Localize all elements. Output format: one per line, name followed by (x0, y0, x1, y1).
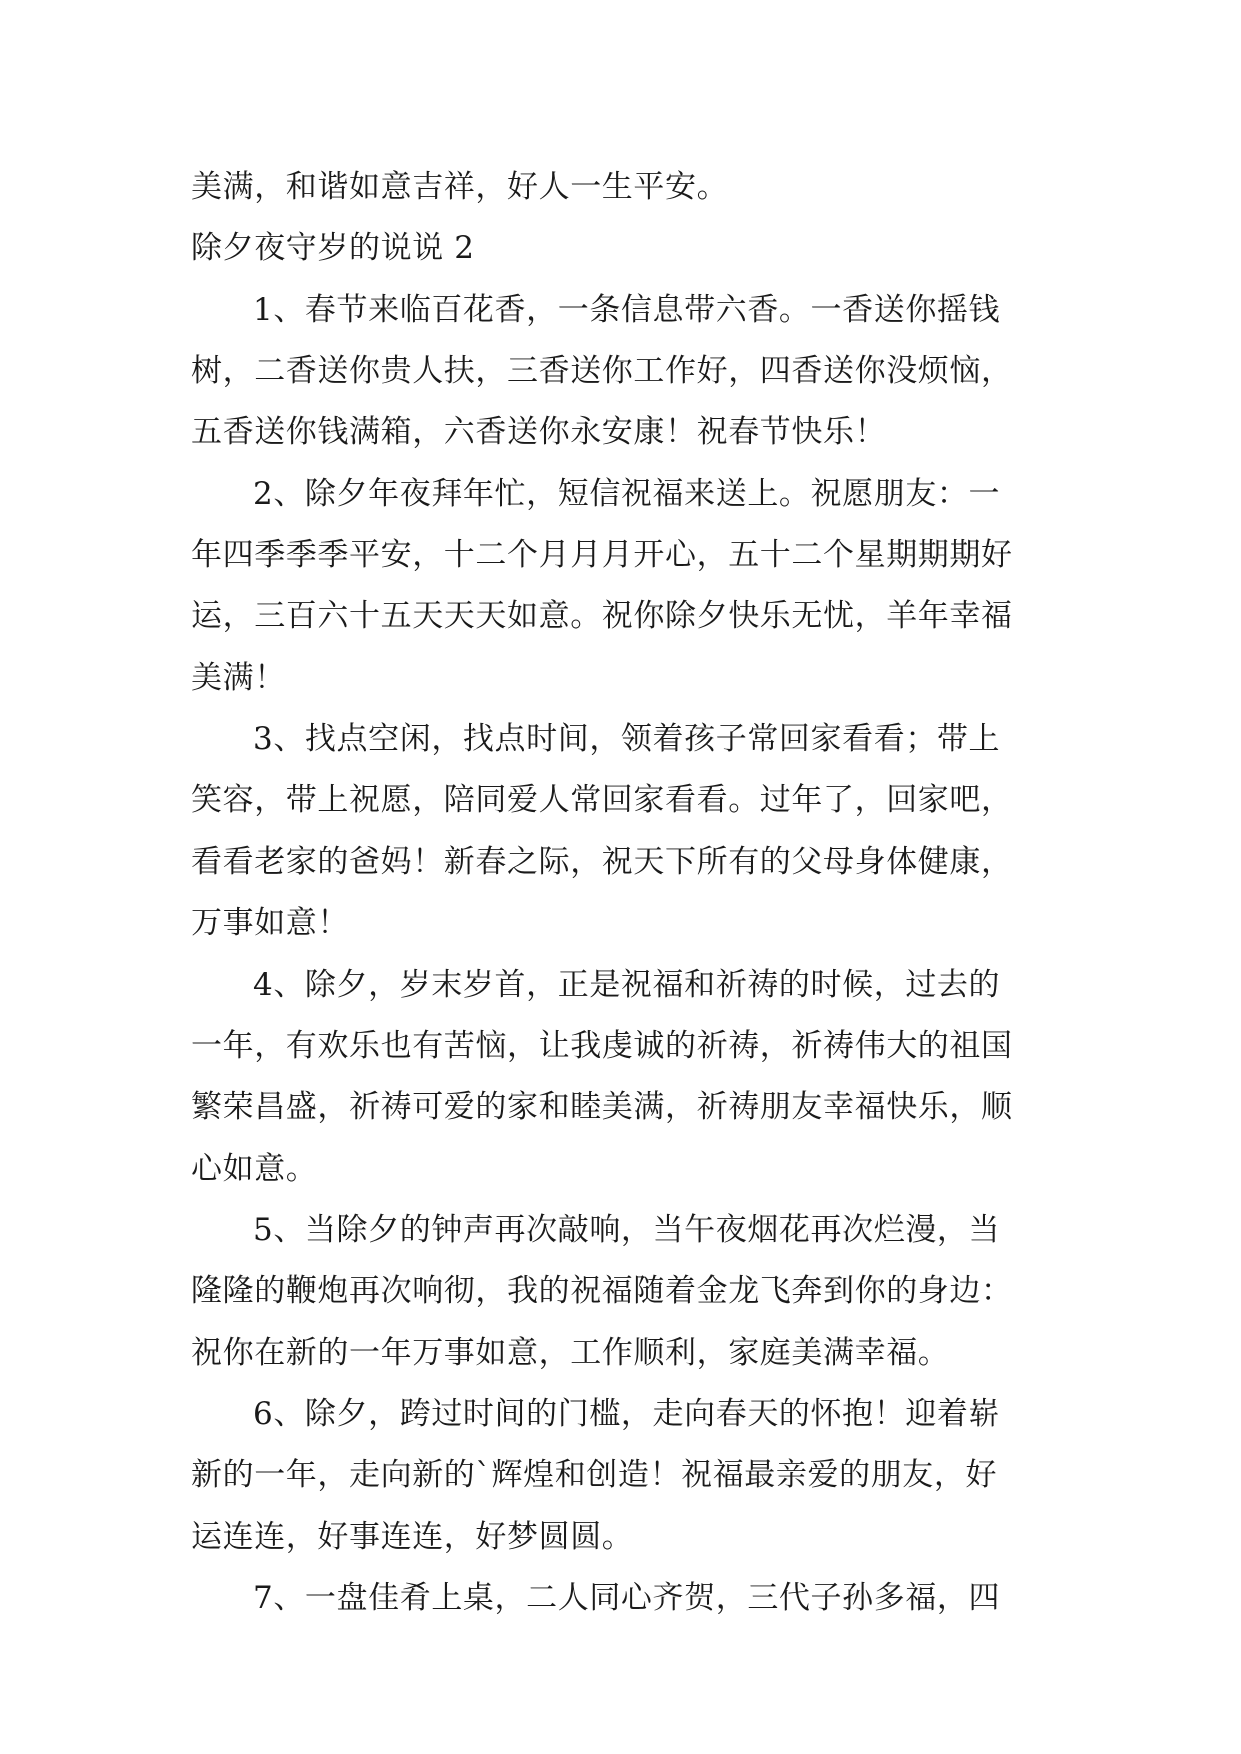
text-line: 运连连，好事连连，好梦圆圆。 (191, 1519, 634, 1555)
text-line: 笑容，带上祝愿，陪同爱人常回家看看。过年了，回家吧， (191, 782, 1013, 818)
text-line: 一年，有欢乐也有苦恼，让我虔诚的祈祷，祈祷伟大的祖国 (191, 1028, 1013, 1064)
text-line: 祝你在新的一年万事如意，工作顺利，家庭美满幸福。 (191, 1335, 950, 1371)
text-line: 繁荣昌盛，祈祷可爱的家和睦美满，祈祷朋友幸福快乐，顺 (191, 1089, 1013, 1125)
text-line: 看看老家的爸妈！新春之际，祝天下所有的父母身体健康， (191, 844, 1013, 880)
text-line: 美满，和谐如意吉祥，好人一生平安。 (191, 169, 729, 205)
text-line: 6、除夕，跨过时间的门槛，走向春天的怀抱！迎着崭 (253, 1396, 1001, 1432)
text-line: 隆隆的鞭炮再次响彻，我的祝福随着金龙飞奔到你的身边： (191, 1273, 1013, 1309)
text-line: 3、找点空闲，找点时间，领着孩子常回家看看；带上 (253, 721, 1001, 757)
document-page (191, 0, 1053, 1754)
text-line: 7、一盘佳肴上桌，二人同心齐贺，三代子孙多福，四 (253, 1580, 1001, 1616)
text-line: 树，二香送你贵人扶，三香送你工作好，四香送你没烦恼， (191, 353, 1013, 389)
text-line: 运，三百六十五天天天如意。祝你除夕快乐无忧，羊年幸福 (191, 598, 1013, 634)
text-line: 2、除夕年夜拜年忙，短信祝福来送上。祝愿朋友：一 (253, 476, 1001, 512)
text-line: 4、除夕，岁末岁首，正是祝福和祈祷的时候，过去的 (253, 967, 1001, 1003)
text-line: 心如意。 (191, 1151, 318, 1187)
text-line: 新的一年，走向新的`辉煌和创造！祝福最亲爱的朋友，好 (191, 1457, 998, 1493)
text-line: 1、春节来临百花香，一条信息带六香。一香送你摇钱 (253, 292, 1001, 328)
text-line: 万事如意！ (191, 905, 349, 941)
text-line: 五香送你钱满箱，六香送你永安康！祝春节快乐！ (191, 414, 887, 450)
section-heading: 除夕夜守岁的说说 2 (191, 230, 475, 266)
text-line: 5、当除夕的钟声再次敲响，当午夜烟花再次烂漫，当 (253, 1212, 1001, 1248)
text-line: 美满！ (191, 660, 286, 696)
text-line: 年四季季季平安，十二个月月月开心，五十二个星期期期好 (191, 537, 1013, 573)
